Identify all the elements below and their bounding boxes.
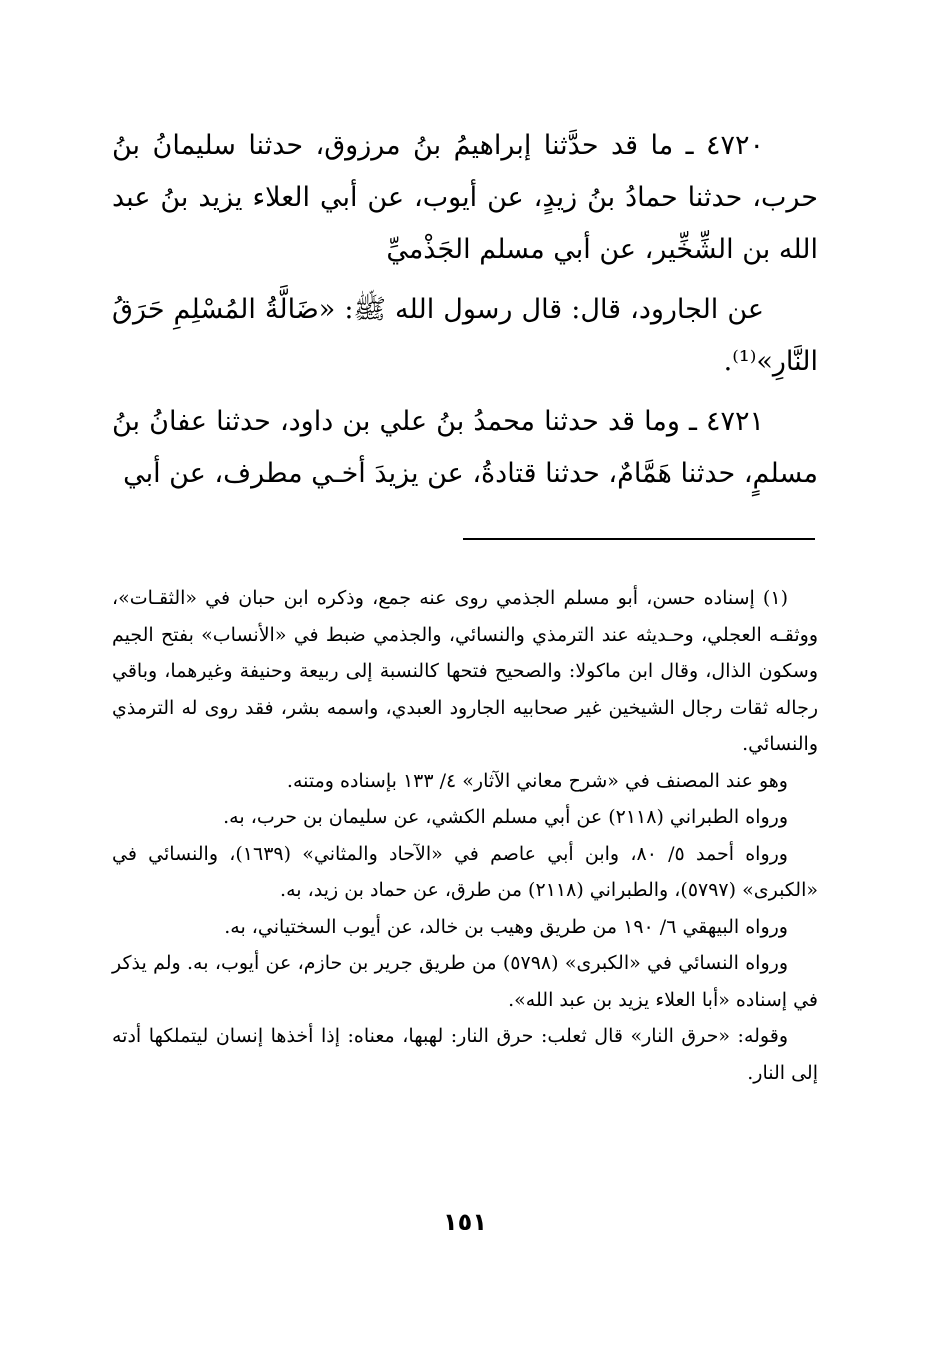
footnote-line: ورواه الطبراني (٢١١٨) عن أبي مسلم الكشي، عن سليمان بن حرب، به. — [223, 806, 788, 828]
footnote-separator-rule — [463, 538, 815, 540]
footnote-1-text: (١) إسناده حسن، أبو مسلم الجذمي روى عنه جمع، وذكره ابن حبان في «الثقـات»، ووثقـه العجلي، وحـديثه عند الترمذي والنسائي، والجذمي ضبط في «الأنساب» بفتح الجيم وسكون الذال، وقال ابن ماكولا: والصحيح فتحها كالنسبة إلى ربيعة وحنيفة وغيرهما، وباقي رجاله ثقات رجال الشيخين غير صحابيه الجارود العبدي، واسمه بشر، فقد روى له الترمذي والنسائي. — [112, 587, 818, 755]
footnote-line: وقوله: «حرق النار» قال ثعلب: حرق النار: لهبها، معناه: إذا أخذها إنسان ليتملكها أدته إلى النار. — [112, 1025, 818, 1084]
footnote-line: ورواه النسائي في «الكبرى» (٥٧٩٨) من طريق جرير بن حازم، عن أيوب، به. ولم يذكر في إسناده «أبا العلاء يزيد بن عبد الله». — [112, 952, 818, 1011]
hadith-4720-matn: عن الجارود، قال: قال رسول الله ﷺ: «ضَالَّةُ المُسْلِمِ حَرَقُ النَّارِ»⁽¹⁾. — [112, 294, 818, 377]
footnote-line: ورواه البيهقي ٦/ ١٩٠ من طريق وهيب بن خالد، عن أيوب السختياني، به. — [224, 915, 788, 938]
footnotes-block — [112, 580, 818, 1091]
hadith-4721-isnad: ٤٧٢١ ـ وما قد حدثنا محمدُ بنُ علي بن داود، حدثنا عفانُ بنُ مسلمٍ، حدثنا هَمَّامٌ، حدثنا قتادةُ، عن يزيدَ أخـي مطرف، عن أبي — [112, 406, 818, 489]
footnote-line: وهو عند المصنف في «شرح معاني الآثار» ٤/ ١٣٣ بإسناده ومتنه. — [286, 769, 788, 792]
main-text-block — [112, 120, 818, 508]
footnote-line: ورواه أحمد ٥/ ٨٠، وابن أبي عاصم في «الآحاد والمثاني» (١٦٣٩)، والنسائي في «الكبرى» (٥٧٩٧)، والطبراني (٢١١٨) من طرق، عن حماد بن زيد، به. — [112, 842, 818, 901]
hadith-4720-isnad: ٤٧٢٠ ـ ما قد حدَّثنا إبراهيمُ بنُ مرزوق، حدثنا سليمانُ بنُ حرب، حدثنا حمادُ بنُ زيدٍ، عن أيوب، عن أبي العلاء يزيد بنُ عبد الله بن الشِّخِّير، عن أبي مسلم الجَذْميِّ — [112, 130, 818, 265]
page-number: ١٥١ — [443, 1208, 487, 1236]
